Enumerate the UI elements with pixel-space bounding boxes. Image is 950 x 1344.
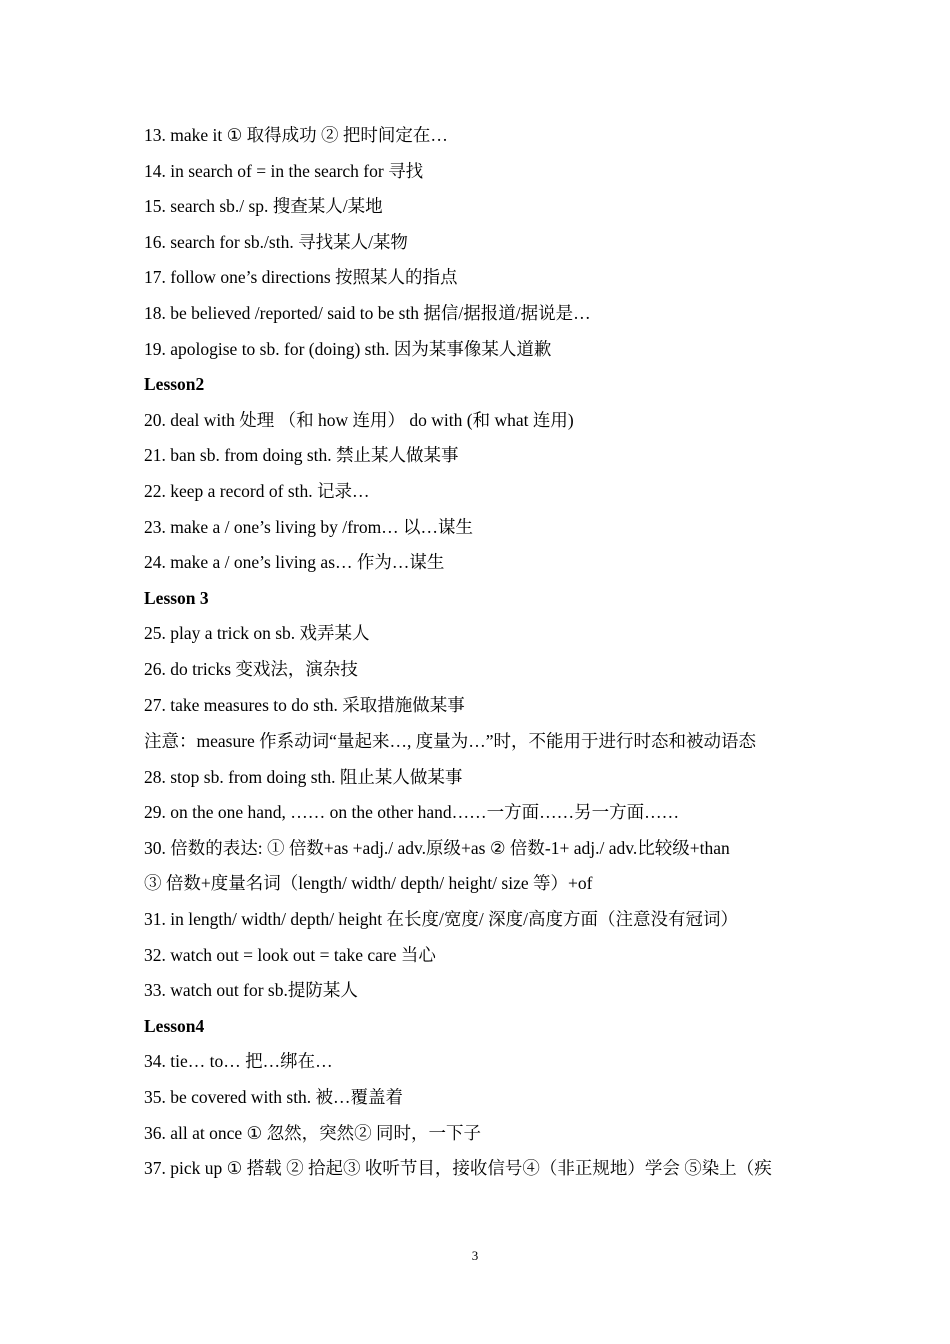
list-item-continuation: ③ 倍数+度量名词（length/ width/ depth/ height/ size 等）+of <box>144 873 593 894</box>
list-item: 30. 倍数的表达: ① 倍数+as +adj./ adv.原级+as ② 倍数-1+ adj./ adv.比较级+than <box>144 837 730 858</box>
list-item: 14. in search of = in the search for 寻找 <box>144 160 424 181</box>
list-item: 23. make a / one’s living by /from… 以…谋生 <box>144 516 474 537</box>
section-heading: Lesson 3 <box>144 587 209 608</box>
list-item: 31. in length/ width/ depth/ height 在长度/宽度/ 深度/高度方面（注意没有冠词） <box>144 908 739 929</box>
list-item: 16. search for sb./sth. 寻找某人/某物 <box>144 231 408 252</box>
section-heading: Lesson4 <box>144 1015 205 1036</box>
list-item: 35. be covered with sth. 被…覆盖着 <box>144 1086 404 1107</box>
list-item: 21. ban sb. from doing sth. 禁止某人做某事 <box>144 445 459 466</box>
list-item: 29. on the one hand, …… on the other hand……一方面……另一方面…… <box>144 802 680 823</box>
list-item: 25. play a trick on sb. 戏弄某人 <box>144 623 370 644</box>
list-item: 34. tie… to… 把…绑在… <box>144 1051 333 1072</box>
list-item: 32. watch out = look out = take care 当心 <box>144 944 436 965</box>
list-item: 26. do tricks 变戏法，演杂技 <box>144 658 358 679</box>
list-item: 19. apologise to sb. for (doing) sth. 因为某事像某人道歉 <box>144 338 552 359</box>
note-paragraph: 注意：measure 作系动词“量起来…, 度量为…”时，不能用于进行时态和被动语态 <box>144 731 756 752</box>
list-item: 27. take measures to do sth. 采取措施做某事 <box>144 694 465 715</box>
list-item: 28. stop sb. from doing sth. 阻止某人做某事 <box>144 766 463 787</box>
list-item: 13. make it ① 取得成功 ② 把时间定在… <box>144 125 448 145</box>
list-item: 18. be believed /reported/ said to be sth 据信/据报道/据说是… <box>144 302 591 323</box>
list-item: 20. deal with 处理 （和 how 连用） do with (和 what 连用) <box>144 409 574 430</box>
list-item: 17. follow one’s directions 按照某人的指点 <box>144 267 458 288</box>
list-item: 36. all at once ① 忽然，突然② 同时，一下子 <box>144 1122 481 1143</box>
list-item: 37. pick up ① 搭载 ② 拾起③ 收听节目，接收信号④（非正规地）学会 ⑤染上（疾 <box>144 1158 772 1179</box>
page-content <box>144 118 814 1187</box>
list-item: 15. search sb./ sp. 搜查某人/某地 <box>144 196 383 217</box>
list-item: 33. watch out for sb.提防某人 <box>144 980 358 1001</box>
list-item: 22. keep a record of sth. 记录… <box>144 480 370 501</box>
list-item: 24. make a / one’s living as… 作为…谋生 <box>144 552 445 573</box>
page-number: 3 <box>471 1248 479 1263</box>
section-heading: Lesson2 <box>144 374 205 395</box>
